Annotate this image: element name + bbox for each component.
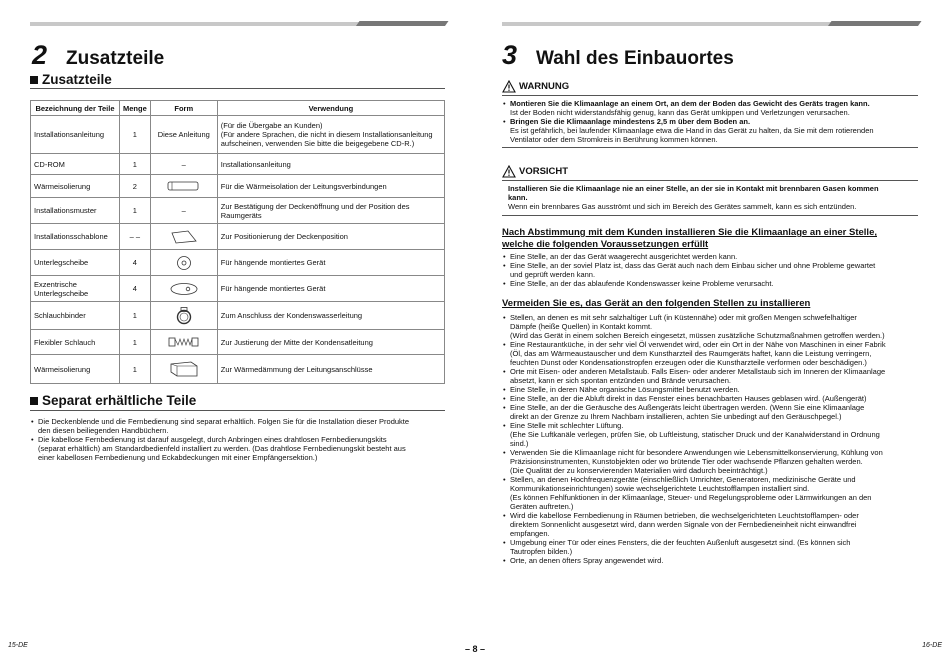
part-form xyxy=(150,250,217,276)
list-line: den diesen beiliegenden Handbüchern. xyxy=(38,426,169,435)
section-title: Separat erhältliche Teile xyxy=(42,393,197,408)
part-form xyxy=(150,302,217,330)
part-usage: Für die Wärmeisolation der Leitungsverbindungen xyxy=(217,175,444,198)
list-item xyxy=(502,394,918,403)
list-line: • Eine Stelle mit schlechter Lüftung. xyxy=(510,421,624,430)
list-item xyxy=(30,417,445,435)
part-name: Wärmeisolierung xyxy=(31,355,120,384)
table-row xyxy=(31,224,445,250)
list-item xyxy=(502,99,918,117)
list-line: • Umgebung einer Tür oder eines Fensters, die der feuchten Außenluft ausgesetzt sind. (Es können sich xyxy=(510,538,851,547)
caution-title: VORSICHT xyxy=(519,166,569,177)
section-heading-separate xyxy=(30,393,445,411)
list-item xyxy=(502,385,918,394)
part-name: CD-ROM xyxy=(31,154,120,175)
part-name-line: Exzentrische xyxy=(34,279,77,289)
warning-body xyxy=(502,96,918,147)
chapter-number: 2 xyxy=(32,40,48,70)
part-name: Installationsschablone xyxy=(31,224,120,250)
table-row xyxy=(31,330,445,355)
hose-clamp-icon xyxy=(174,306,194,326)
section-heading-accessories xyxy=(30,72,445,89)
list-line: und geprüft werden kann. xyxy=(510,270,596,279)
list-line: • Eine Stelle, an der die Abluft direkt in das Fenster eines benachbarten Hauses geblasen wird. (Außengerät) xyxy=(510,394,867,403)
chapter-title: Zusatzteile xyxy=(66,48,165,69)
list-item xyxy=(502,448,918,475)
part-qty: – – xyxy=(120,224,151,250)
caution-body xyxy=(502,181,918,215)
table-row xyxy=(31,198,445,224)
list-line: feuchten Dunst oder Kondensationstropfen erzeugen oder die Kunstharzteile verformen oder beschädigen.) xyxy=(510,358,867,367)
right-page xyxy=(475,0,950,660)
part-form: – xyxy=(150,198,217,224)
table-header-row xyxy=(31,101,445,116)
part-form xyxy=(150,175,217,198)
warning-detail: Ist der Boden nicht widerstandsfähig genug, kann das Gerät umkippen und Verletzungen verursachen. xyxy=(510,108,850,117)
list-line: • Die Deckenblende und die Fernbedienung sind separat erhältlich. Folgen Sie für die Installation dieser Produkte xyxy=(38,417,410,426)
caution-detail: Wenn ein brennbares Gas ausströmt und sich im Bereich des Gerätes sammelt, kann es sich entzünden. xyxy=(508,202,857,212)
washer-icon xyxy=(176,255,192,271)
part-usage: Für hängende montiertes Gerät xyxy=(217,276,444,302)
list-line: Dämpfe (heiße Quellen) in Kontakt kommt. xyxy=(510,322,653,331)
list-line: direktem Sonnenlicht ausgesetzt wird, dann werden Signale von der Fernbedieneinheit nicht einwandfrei xyxy=(510,520,857,529)
section-title: Zusatzteile xyxy=(42,72,112,87)
list-line: empfangen. xyxy=(510,529,550,538)
column-header: Menge xyxy=(120,101,151,116)
list-item xyxy=(502,340,918,367)
caution-box xyxy=(502,165,918,216)
part-qty: 1 xyxy=(120,198,151,224)
part-usage: Für hängende montiertes Gerät xyxy=(217,250,444,276)
part-form xyxy=(150,224,217,250)
part-name-line: Unterlegscheibe xyxy=(34,288,89,298)
list-line: Kommunikationseinrichtungen) sowie wechselgerichtete Leuchtstofflampen installiert sind. xyxy=(510,484,810,493)
part-usage: Zum Anschluss der Kondenswasserleitung xyxy=(217,302,444,330)
part-form xyxy=(150,330,217,355)
table-row xyxy=(31,302,445,330)
part-name xyxy=(31,276,120,302)
parts-table xyxy=(30,100,445,384)
list-item xyxy=(502,252,918,261)
page-number: – 8 – xyxy=(464,644,486,654)
caution-statement: kann. xyxy=(508,193,528,203)
part-qty: 1 xyxy=(120,355,151,384)
list-item xyxy=(502,421,918,448)
list-line: (Ehe Sie Luftkanäle verlegen, prüfen Sie, ob Luftleistung, statischer Druck und der Kanalwiderstand in Ordnung xyxy=(510,430,880,439)
list-line: • Verwenden Sie die Klimaanlage nicht für besondere Anwendungen wie Lebensmittelkonservierung, Kühlung von xyxy=(510,448,883,457)
list-line: direkt an der Grenze zu Ihrem Nachbarn installieren, achten Sie unbedingt auf den Geräuschpegel.) xyxy=(510,412,842,421)
part-qty: 1 xyxy=(120,330,151,355)
list-item xyxy=(502,403,918,421)
header-bar xyxy=(502,21,918,27)
table-row xyxy=(31,175,445,198)
list-line: (Die Qualität der zu konservierenden Materialien wird dadurch beeinträchtigt.) xyxy=(510,466,768,475)
part-form xyxy=(150,355,217,384)
warning-triangle-icon xyxy=(502,80,516,93)
warning-detail: Ventilator oder dem Stromkreis in Berührung kommen können. xyxy=(510,135,718,144)
warning-box xyxy=(502,80,918,148)
list-line: • Eine Stelle, an der das ablaufende Kondenswasser keine Probleme verursacht. xyxy=(510,279,774,288)
requirements-list xyxy=(502,252,918,288)
list-line: (Es können Fehlfunktionen in der Klimaanlage, Steuer- und Regelungsprobleme oder Lärmwirkungen an den xyxy=(510,493,872,502)
part-qty: 1 xyxy=(120,154,151,175)
part-qty: 1 xyxy=(120,302,151,330)
list-line: • Wird die kabellose Fernbedienung in Räumen betrieben, die wechselgerichteten Leuchtstofflampen- oder xyxy=(510,511,859,520)
part-form: Diese Anleitung xyxy=(150,116,217,154)
insulation-block-icon xyxy=(169,360,199,378)
list-line: • Eine Restaurantküche, in der sehr viel Öl verwendet wird, oder ein Ort in der Nähe von Maschinen in einer Fabrik xyxy=(510,340,886,349)
table-row xyxy=(31,154,445,175)
list-line: • Orte mit Eisen- oder anderen Metallstaub. Falls Eisen- oder anderer Metallstaub sich im Inneren der Klimaanlage xyxy=(510,367,886,376)
usage-line: Zur Bestätigung der Deckenöffnung und der Position des xyxy=(220,201,410,211)
warning-statement: • Bringen Sie die Klimaanlage mindestens 2,5 m über dem Boden an. xyxy=(510,117,751,126)
part-name: Installationsmuster xyxy=(31,198,120,224)
caution-statement: Installieren Sie die Klimaanlage nie an einer Stelle, an der sie in Kontakt mit brennbaren Gasen kommen xyxy=(508,184,879,193)
list-line: • Eine Stelle, an der das Gerät waagerecht ausgerichtet werden kann. xyxy=(510,252,738,261)
consult-heading xyxy=(502,227,902,250)
template-sheet-icon xyxy=(170,230,198,244)
part-form xyxy=(150,276,217,302)
list-line: (Wird das Gerät in einem solchen Bereich eingesetzt, müssen zusätzliche Schutzmaßnahmen getroffen werden.) xyxy=(510,331,885,340)
column-header: Verwendung xyxy=(217,101,444,116)
eccentric-washer-icon xyxy=(169,282,199,296)
caution-triangle-icon xyxy=(502,165,516,178)
part-usage xyxy=(217,116,444,154)
list-item xyxy=(502,261,918,279)
column-header: Bezeichnung der Teile xyxy=(31,101,120,116)
warning-title: WARNUNG xyxy=(519,81,570,92)
separate-parts-list xyxy=(30,417,445,462)
column-header: Form xyxy=(150,101,217,116)
list-line: Geräten auftreten.) xyxy=(510,502,574,511)
table-row xyxy=(31,250,445,276)
heading-line: welche die folgenden Voraussetzungen erfüllt xyxy=(502,238,709,250)
square-bullet-icon xyxy=(30,76,38,84)
list-line: absetzt, kann er sich spontan entzünden und Brände verursachen. xyxy=(510,376,731,385)
list-item xyxy=(502,538,918,556)
part-qty: 4 xyxy=(120,250,151,276)
list-line: • Eine Stelle, an der soviel Platz ist, dass das Gerät auch nach dem Einbau sicher und ohne Probleme gewartet xyxy=(510,261,876,270)
part-name: Unterlegscheibe xyxy=(31,250,120,276)
list-line: • Die kabellose Fernbedienung ist darauf ausgelegt, durch Anbringen eines drahtlosen Fernbedienungskits xyxy=(38,435,387,444)
part-qty: 1 xyxy=(120,116,151,154)
insulation-tube-icon xyxy=(167,180,201,192)
part-usage: Zur Justierung der Mitte der Kondensatleitung xyxy=(217,330,444,355)
part-name: Flexibler Schlauch xyxy=(31,330,120,355)
table-row xyxy=(31,276,445,302)
part-usage: Zur Positionierung der Deckenposition xyxy=(217,224,444,250)
warning-header xyxy=(502,80,918,96)
list-item xyxy=(502,117,918,144)
usage-line: (Für die Übergabe an Kunden) xyxy=(220,121,323,130)
part-name: Wärmeisolierung xyxy=(31,175,120,198)
list-line: • Stellen, an denen Hochfrequenzgeräte (einschließlich Umrichter, Generatoren, medizinische Geräte und xyxy=(510,475,856,484)
list-item xyxy=(30,435,445,462)
list-line: • Eine Stelle, in deren Nähe organische Lösungsmittel benutzt werden. xyxy=(510,385,740,394)
caution-header xyxy=(502,165,918,181)
warning-list xyxy=(502,99,918,144)
list-item xyxy=(502,279,918,288)
table-row xyxy=(31,116,445,154)
page-footer-right: 16-DE xyxy=(922,642,942,649)
list-line: (separat erhältlich) am Standardbedienfeld installiert zu werden. (Das drahtlose Fernbedienungskit besteht aus xyxy=(38,444,406,453)
chapter-heading xyxy=(502,40,734,71)
usage-line: Raumgeräts xyxy=(220,210,262,220)
list-item xyxy=(502,556,918,565)
part-qty: 2 xyxy=(120,175,151,198)
table-row xyxy=(31,355,445,384)
square-bullet-icon xyxy=(30,397,38,405)
flexible-hose-icon xyxy=(168,336,200,348)
avoid-list xyxy=(502,313,918,565)
list-item xyxy=(502,511,918,538)
list-item xyxy=(502,475,918,511)
part-name: Installationsanleitung xyxy=(31,116,120,154)
heading-line: Nach Abstimmung mit dem Kunden installieren Sie die Klimaanlage an einer Stelle, xyxy=(502,227,877,238)
list-item xyxy=(502,367,918,385)
part-usage: Zur Wärmedämmung der Leitungsanschlüsse xyxy=(217,355,444,384)
list-line: Präzisionsinstrumenten, Kunstobjekten oder wo brütende Tier oder wachsende Pflanzen gehalten werden. xyxy=(510,457,863,466)
page-footer-left: 15-DE xyxy=(8,642,28,649)
warning-detail: Es ist gefährlich, bei laufender Klimaanlage etwa die Hand in das Gerät zu halten, da Sie mit dem rotierenden xyxy=(510,126,874,135)
avoid-heading: Vermeiden Sie es, das Gerät an den folgenden Stellen zu installieren xyxy=(502,298,811,309)
list-line: sind.) xyxy=(510,439,529,448)
part-usage xyxy=(217,198,444,224)
usage-line: (Für andere Sprachen, die nicht in diesem Installationsanleitung xyxy=(220,130,433,139)
chapter-title: Wahl des Einbauortes xyxy=(536,48,734,69)
chapter-heading xyxy=(32,40,164,71)
list-line: • Eine Stelle, an der die Geräusche des Außengeräts leicht übertragen werden. (Wenn Sie eine Klimaanlage xyxy=(510,403,865,412)
header-bar xyxy=(30,21,445,27)
part-usage: Installationsanleitung xyxy=(217,154,444,175)
usage-line: aufscheinen, verwenden Sie bitte die beigegebene CD-R.) xyxy=(220,139,415,148)
list-line: • Stellen, an denen es mit sehr salzhaltiger Luft (in Küstennähe) oder mit großen Mengen schwefelhaltiger xyxy=(510,313,857,322)
list-line: (Öl, das am Wärmeaustauscher und dem Kunstharzteil des Raumgeräts haftet, kann die Leistung verringern, xyxy=(510,349,872,358)
warning-statement: • Montieren Sie die Klimaanlage an einem Ort, an dem der Boden das Gewicht des Geräts tragen kann. xyxy=(510,99,870,108)
part-qty: 4 xyxy=(120,276,151,302)
chapter-number: 3 xyxy=(502,40,518,70)
part-form: – xyxy=(150,154,217,175)
list-line: Tautropfen bilden.) xyxy=(510,547,573,556)
part-name: Schlauchbinder xyxy=(31,302,120,330)
list-item xyxy=(502,313,918,340)
list-line: • Orte, an denen öfters Spray angewendet wird. xyxy=(510,556,664,565)
list-line: einer kabellosen Fernbedienung und Eckabdeckungen mit einer Empfängersektion.) xyxy=(38,453,318,462)
